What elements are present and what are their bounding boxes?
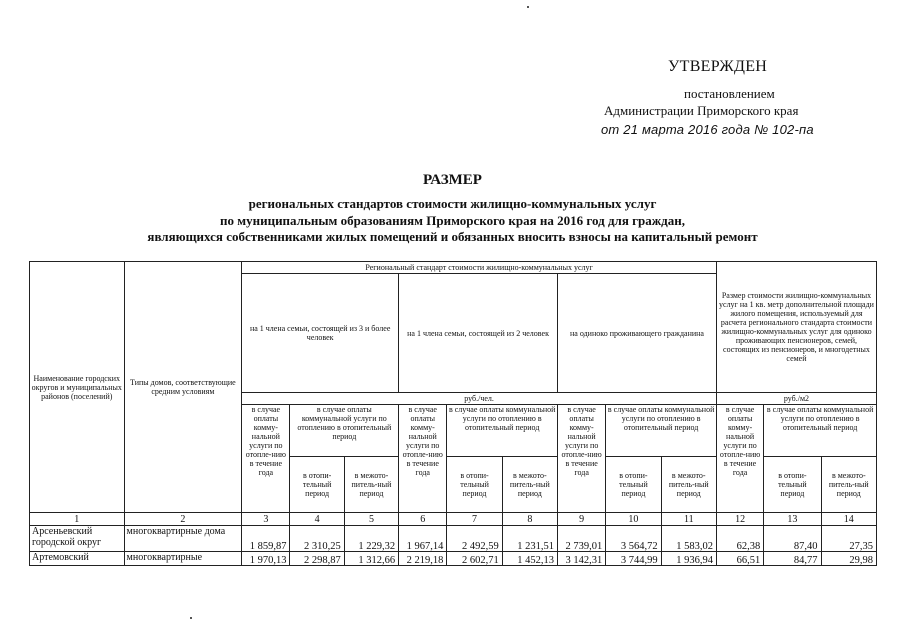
unit-rub-m2: руб./м2 bbox=[716, 393, 876, 405]
value-cell: 27,35 bbox=[821, 526, 876, 552]
header-heating: в отопи-тельный период bbox=[290, 457, 344, 513]
house-type: многоквартирные bbox=[124, 552, 242, 566]
header-additional-area: Размер стоимости жилищно-коммунальных услуг на 1 кв. метр дополнительной площади жилого помещения, используемый для расчета регионального стандарта стоимости жилищно-коммунальных услуг для одиноко проживающих пенсионеров, семей, состоящих из пенсионеров, и многодетных семей bbox=[716, 262, 876, 393]
subtitle-line-3: являющихся собственниками жилых помещений и обязанных вносить взносы на капитальный ремонт bbox=[147, 229, 758, 244]
value-cell: 2 310,25 bbox=[290, 526, 344, 552]
header-case-year: в случае оплаты комму-нальной услуги по отопле-нию в течение года bbox=[716, 405, 763, 513]
header-nonheating: в межото-питель-ный период bbox=[344, 457, 398, 513]
column-number: 8 bbox=[502, 513, 557, 526]
column-number: 4 bbox=[290, 513, 344, 526]
municipality-name: Арсеньевский городской округ bbox=[30, 526, 125, 552]
header-single: на одиноко проживающего гражданина bbox=[558, 274, 717, 393]
scan-speck bbox=[190, 617, 192, 619]
value-cell: 2 219,18 bbox=[399, 552, 447, 566]
value-cell: 1 231,51 bbox=[502, 526, 557, 552]
header-nonheating: в межото-питель-ный период bbox=[661, 457, 716, 513]
value-cell: 3 142,31 bbox=[558, 552, 606, 566]
header-case-period: в случае оплаты коммунальной услуги по отоплению в отопительный период bbox=[606, 405, 717, 457]
value-cell: 29,98 bbox=[821, 552, 876, 566]
column-number: 6 bbox=[399, 513, 447, 526]
resolution-date: от 21 марта 2016 года № 102-па bbox=[601, 122, 814, 137]
header-house-types: Типы домов, соответствующие средним условиям bbox=[124, 262, 242, 513]
document-subtitle bbox=[0, 196, 905, 246]
header-case-period: в случае оплаты коммунальной услуги по отоплению в отопительный период bbox=[447, 405, 558, 457]
header-regional-standard: Региональный стандарт стоимости жилищно-коммунальных услуг bbox=[242, 262, 717, 274]
column-number: 1 bbox=[30, 513, 125, 526]
value-cell: 1 859,87 bbox=[242, 526, 290, 552]
header-case-year: в случае оплаты комму-нальной услуги по отопле-нию в течение года bbox=[242, 405, 290, 513]
column-number: 3 bbox=[242, 513, 290, 526]
value-cell: 2 492,59 bbox=[447, 526, 502, 552]
column-number: 2 bbox=[124, 513, 242, 526]
value-cell: 1 452,13 bbox=[502, 552, 557, 566]
scan-speck bbox=[527, 6, 529, 8]
header-heating: в отопи-тельный период bbox=[606, 457, 661, 513]
header-nonheating: в межото-питель-ный период bbox=[502, 457, 557, 513]
value-cell: 1 936,94 bbox=[661, 552, 716, 566]
header-family-2: на 1 члена семьи, состоящей из 2 человек bbox=[399, 274, 558, 393]
value-cell: 3 744,99 bbox=[606, 552, 661, 566]
column-number: 9 bbox=[558, 513, 606, 526]
approved-heading: УТВЕРЖДЕН bbox=[668, 58, 768, 75]
column-number: 14 bbox=[821, 513, 876, 526]
municipality-name: Артемовский bbox=[30, 552, 125, 566]
column-number: 7 bbox=[447, 513, 502, 526]
value-cell: 1 970,13 bbox=[242, 552, 290, 566]
table-row bbox=[30, 552, 877, 566]
value-cell: 62,38 bbox=[716, 526, 763, 552]
unit-rub-person: руб./чел. bbox=[242, 393, 717, 405]
document-title: РАЗМЕР bbox=[423, 172, 482, 188]
value-cell: 87,40 bbox=[764, 526, 821, 552]
value-cell: 2 739,01 bbox=[558, 526, 606, 552]
value-cell: 3 564,72 bbox=[606, 526, 661, 552]
table-row bbox=[30, 526, 877, 552]
value-cell: 2 298,87 bbox=[290, 552, 344, 566]
header-case-period: в случае оплаты коммунальной услуги по отоплению в отопительный период bbox=[290, 405, 399, 457]
header-heating: в отопи-тельный период bbox=[764, 457, 821, 513]
standards-table bbox=[29, 261, 877, 566]
administration-label: Администрации Приморского края bbox=[604, 103, 799, 118]
column-number: 13 bbox=[764, 513, 821, 526]
value-cell: 1 583,02 bbox=[661, 526, 716, 552]
column-number: 12 bbox=[716, 513, 763, 526]
value-cell: 1 967,14 bbox=[399, 526, 447, 552]
column-number: 11 bbox=[661, 513, 716, 526]
header-heating: в отопи-тельный период bbox=[447, 457, 502, 513]
column-number: 5 bbox=[344, 513, 398, 526]
header-family-3: на 1 члена семьи, состоящей из 3 и более человек bbox=[242, 274, 399, 393]
value-cell: 1 312,66 bbox=[344, 552, 398, 566]
value-cell: 66,51 bbox=[716, 552, 763, 566]
header-municipality: Наименование городских округов и муниципальных районов (поселений) bbox=[30, 262, 125, 513]
value-cell: 2 602,71 bbox=[447, 552, 502, 566]
subtitle-line-2: по муниципальным образованиям Приморского края на 2016 год для граждан, bbox=[220, 212, 685, 228]
house-type: многоквартирные дома bbox=[124, 526, 242, 552]
header-nonheating: в межото-питель-ный период bbox=[821, 457, 876, 513]
header-case-period: в случае оплаты коммунальной услуги по отоплению в отопительный период bbox=[764, 405, 877, 457]
subtitle-line-1: региональных стандартов стоимости жилищно-коммунальных услуг bbox=[248, 196, 657, 211]
column-number: 10 bbox=[606, 513, 661, 526]
header-case-year: в случае оплаты комму-нальной услуги по отопле-нию в течение года bbox=[399, 405, 447, 513]
value-cell: 1 229,32 bbox=[344, 526, 398, 552]
resolution-label: постановлением bbox=[684, 86, 775, 101]
header-case-year: в случае оплаты комму-нальной услуги по отопле-нию в течение года bbox=[558, 405, 606, 513]
value-cell: 84,77 bbox=[764, 552, 821, 566]
